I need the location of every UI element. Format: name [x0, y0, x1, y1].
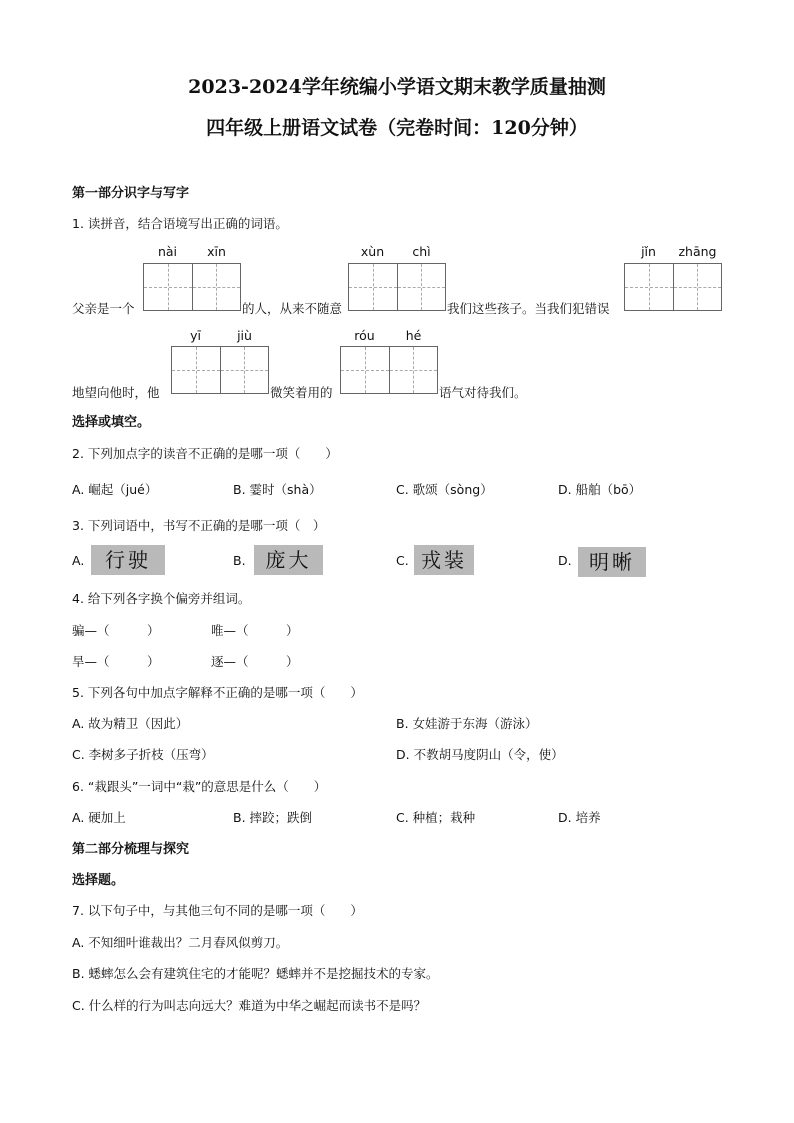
q2-option-c: C. 歌颂（sòng） [396, 482, 493, 497]
q4-item-4: 逐—（ ） [211, 654, 299, 669]
pinyin-yi: yī [190, 328, 201, 343]
q3-word-image-d: 明晰 [578, 547, 646, 577]
q4-item-1: 骗—（ ） [72, 623, 160, 638]
q7-option-b: B. 蟋蟀怎么会有建筑住宅的才能呢？蟋蟀并不是挖掘技术的专家。 [72, 966, 439, 981]
pinyin-chi: chì [412, 244, 431, 259]
writing-grid-jinzhang[interactable] [624, 263, 722, 311]
q6-option-c: C. 种植；栽种 [396, 810, 476, 825]
pinyin-xin: xīn [207, 244, 226, 259]
q1-line1-seg2: 的人，从来不随意 [242, 301, 343, 316]
pinyin-he: hé [405, 328, 422, 343]
q4-item-2: 唯—（ ） [211, 623, 299, 638]
exam-title: 2023-2024学年统编小学语文期末教学质量抽测 [188, 76, 606, 98]
q3-word-image-c: 戎装 [414, 545, 474, 575]
q1-line2-seg2: 微笑着用的 [270, 385, 333, 400]
q7-option-c: C. 什么样的行为叫志向远大？难道为中华之崛起而读书不是吗？ [72, 998, 427, 1013]
pinyin-rou: róu [354, 328, 375, 343]
q1-stem: 1. 读拼音，结合语境写出正确的词语。 [72, 216, 288, 231]
q3-label-c: C. [396, 553, 409, 568]
q7-option-a: A. 不知细叶谁裁出？二月春风似剪刀。 [72, 935, 289, 950]
q3-word-image-a: 行驶 [91, 545, 165, 575]
pinyin-nai: nài [157, 244, 178, 259]
pinyin-zhang: zhāng [678, 244, 717, 259]
part2-heading: 第二部分梳理与探究 [72, 842, 190, 857]
q3-stem: 3. 下列词语中，书写不正确的是哪一项（ ） [72, 518, 326, 533]
q1-line2-seg1: 地望向他时，他 [72, 385, 160, 400]
pinyin-jiu: jiù [237, 328, 252, 343]
q2-option-b: B. 霎时（shà） [233, 482, 322, 497]
q7-stem: 7. 以下句子中，与其他三句不同的是哪一项（ ） [72, 903, 363, 918]
q5-option-a: A. 故为精卫（因此） [72, 716, 189, 731]
q1-line1-seg1: 父亲是一个 [72, 301, 135, 316]
pinyin-jin: jǐn [641, 244, 656, 259]
q4-item-3: 旱—（ ） [72, 654, 160, 669]
q4-stem: 4. 给下列各字换个偏旁并组词。 [72, 591, 251, 606]
q3-label-b: B. [233, 553, 246, 568]
q3-word-image-b: 庞大 [254, 545, 323, 575]
q5-option-d: D. 不教胡马度阴山（令，使） [396, 747, 564, 762]
writing-grid-xunchi[interactable] [348, 263, 446, 311]
q5-option-b: B. 女娃游于东海（游泳） [396, 716, 538, 731]
exam-subtitle: 四年级上册语文试卷（完卷时间：120分钟） [206, 117, 588, 139]
part2-subheading: 选择题。 [72, 873, 125, 888]
q3-label-a: A. [72, 553, 85, 568]
q6-option-d: D. 培养 [558, 810, 601, 825]
q2-option-a: A. 崛起（jué） [72, 482, 158, 497]
q2-option-d: D. 船舶（bō） [558, 482, 642, 497]
writing-grid-yijiu[interactable] [171, 346, 269, 394]
q5-option-c: C. 李树多子折枝（压弯） [72, 747, 214, 762]
part1-heading: 第一部分识字与写字 [72, 186, 190, 201]
writing-grid-rouhe[interactable] [340, 346, 438, 394]
q6-option-b: B. 摔跤；跌倒 [233, 810, 313, 825]
q3-label-d: D. [558, 553, 572, 568]
q5-stem: 5. 下列各句中加点字解释不正确的是哪一项（ ） [72, 685, 363, 700]
q6-stem: 6. “栽跟头”一词中“栽”的意思是什么（ ） [72, 779, 327, 794]
pinyin-xun: xùn [360, 244, 385, 259]
q2-stem: 2. 下列加点字的读音不正确的是哪一项（ ） [72, 446, 338, 461]
part1-subheading: 选择或填空。 [72, 415, 151, 430]
writing-grid-naixin[interactable] [143, 263, 241, 311]
q6-option-a: A. 硬加上 [72, 810, 126, 825]
q1-line1-seg3: 我们这些孩子。当我们犯错误 [447, 301, 610, 316]
q1-line2-seg3: 语气对待我们。 [439, 385, 527, 400]
